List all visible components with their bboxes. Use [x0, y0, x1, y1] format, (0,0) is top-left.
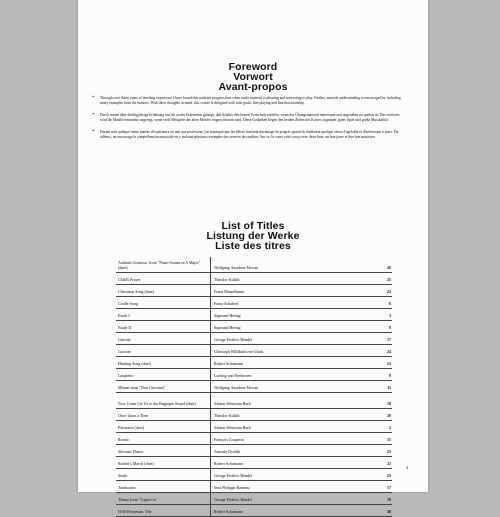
toc-column-divider — [210, 273, 211, 284]
foreword-german — [92, 113, 406, 123]
toc-row — [116, 381, 392, 393]
toc-composer: Robert Schumann — [214, 508, 243, 514]
toc-row — [116, 297, 392, 309]
toc-column-divider — [210, 469, 211, 480]
toc-composer: Antonín Dvořák — [214, 448, 241, 454]
toc-composer: Sigmund Hering — [214, 312, 241, 318]
page-number: 4 — [406, 465, 408, 470]
toc-column-divider — [210, 309, 211, 320]
toc-composer: François Couperin — [214, 436, 244, 442]
foreword-french-text: Durant mes quelque trente années d'expérience en tant que professeur, j'ai remarqué que les élèves faisaient davantage de progrès quand ils étudiaient quelque chose d'agréable et d'intéressant à jouer. Par ailleurs, on encourage la compréhension musicale en y incluant plusieurs exemples des oeuvres des maîtres. Sur ce, le cours a été conçu avec deux buts: un bon jouer et être bon musicien. — [100, 130, 399, 139]
foreword-english-text: Through over thirty years of teaching experience I have found that students progress best when study material is pleasing and interesting to play. Further, musical understanding is encouraged by including many examples from the masters. With these thoughts in mind, this course is designed with twin goals: fine playing and fine musicianship. — [100, 96, 401, 105]
toc-row — [116, 505, 392, 517]
toc-page-number: 17 — [387, 336, 391, 342]
toc-composer: Franz Mutzelbauer — [214, 288, 245, 294]
toc-title: Once Upon a Time — [118, 412, 149, 418]
toc-column-divider — [210, 297, 211, 308]
foreword-german-text: Durch meine über dreißigjährige Erfahrung bin ich zu der Erkenntnis gelangt, daß Schüler den besten Fortschritt erzielen, wenn das Übungsmaterial interessant und angenehm zu spielen ist. Des weiteren wird ihr Musikverständnis angeregt, wenn viele Beispiele der alten Meister eingeschlossen sind. Diese Gedanken liegen den beiden Zielen des Kurses zugrunde: gutes Spiel und große Musikalität. — [100, 113, 400, 122]
toc-composer: Theodor Kullak — [214, 412, 240, 418]
toc-composer: Franz Schubert — [214, 300, 239, 306]
toc-row — [116, 469, 392, 481]
toc-title: Soldier's March (duet) — [118, 460, 154, 466]
toc-title: Andante Grazioso, from "Piano Sonata in A Major" (duet) — [118, 260, 201, 270]
toc-row — [116, 257, 392, 273]
toc-page-number: 20 — [387, 412, 391, 418]
toc-page-number: 19 — [387, 496, 391, 502]
toc-composer: Theodor Kullak — [214, 276, 240, 282]
toc-title: Slavonic Dance — [118, 448, 144, 454]
toc-page-number: 9 — [389, 372, 391, 378]
foreword-english — [92, 96, 406, 106]
paragraph-marker: * — [92, 113, 95, 118]
heading-list-of-titles: List of Titles — [221, 220, 285, 232]
toc-row — [116, 481, 392, 493]
toc-row — [116, 285, 392, 297]
toc-row — [116, 421, 392, 433]
toc-row — [116, 357, 392, 369]
toc-column-divider — [210, 493, 211, 504]
toc-row — [116, 457, 392, 469]
toc-page-number: 26 — [387, 264, 391, 270]
toc-column-divider — [210, 285, 211, 296]
toc-page-number: 25 — [387, 276, 391, 282]
toc-title: Tambourin — [118, 484, 136, 490]
toc-title: Child's Prayer — [118, 276, 141, 282]
toc-composer: George Frideric Handel — [214, 336, 252, 342]
toc-title: Etude I — [118, 312, 130, 318]
foreword-paragraphs — [92, 96, 406, 147]
toc-composer: Sigmund Hering — [214, 324, 241, 330]
toc-title: Minuet from "Don Giovanni" — [118, 384, 166, 390]
toc-row — [116, 333, 392, 345]
toc-page-number: 30 — [387, 508, 391, 514]
toc-title: Study — [118, 472, 128, 478]
toc-composer: Jean Philippe Rameau — [214, 484, 250, 490]
toc-row — [116, 321, 392, 333]
toc-title: Gavotte — [118, 336, 131, 342]
toc-page-number: 12 — [387, 360, 391, 366]
toc-composer: George Frideric Handel — [214, 472, 252, 478]
toc-row — [116, 345, 392, 357]
toc-title: Now Come Let Us to the Bagpipes Sound (duet) — [118, 400, 196, 406]
toc-column-divider — [210, 321, 211, 332]
toc-composer: Robert Schumann — [214, 460, 243, 466]
toc-column-divider — [210, 381, 211, 392]
toc-column-divider — [210, 345, 211, 356]
toc-column-divider — [210, 409, 211, 420]
toc-title: Etude II — [118, 324, 131, 330]
paragraph-marker: * — [92, 96, 95, 101]
toc-title: Christmas Song (duet) — [118, 288, 154, 294]
toc-title: Larghetto — [118, 372, 134, 378]
toc-page-number: 6 — [389, 300, 391, 306]
toc-row — [116, 369, 392, 381]
toc-column-divider — [210, 421, 211, 432]
toc-page-number: 15 — [387, 436, 391, 442]
toc-title: Hunting Song (duet) — [118, 360, 151, 366]
toc-page-number: 22 — [387, 460, 391, 466]
foreword-french — [92, 130, 406, 140]
toc-row — [116, 433, 392, 445]
toc-title: Polonaise (duet) — [118, 424, 145, 430]
toc-composer: Robert Schumann — [214, 360, 243, 366]
heading-avant-propos: Avant-propos — [218, 81, 288, 93]
toc-title: Cradle Song — [118, 300, 138, 306]
toc-row — [116, 493, 392, 505]
toc-row — [116, 393, 392, 409]
heading-vorwort: Vorwort — [233, 71, 273, 83]
toc-page-number: 3 — [389, 312, 391, 318]
toc-page-number: 18 — [387, 400, 391, 406]
toc-column-divider — [210, 333, 211, 344]
toc-column-divider — [210, 457, 211, 468]
toc-composer: Wolfgang Amadeus Mozart — [214, 264, 259, 270]
paragraph-marker: * — [92, 130, 95, 135]
toc-composer: Ludwig van Beethoven — [214, 372, 252, 378]
toc-page-number: 2 — [389, 424, 391, 430]
toc-page-number: 23 — [387, 472, 391, 478]
toc-row — [116, 309, 392, 321]
foreword-headings — [78, 62, 428, 92]
document-page — [78, 0, 428, 514]
toc-column-divider — [210, 445, 211, 456]
toc-composer: George Frideric Handel — [214, 496, 252, 502]
toc-page-number: 8 — [389, 324, 391, 330]
toc-column-divider — [210, 505, 211, 516]
toc-composer: Johann Sebastian Bach — [214, 400, 251, 406]
toc-column-divider — [210, 481, 211, 492]
toc-page-number: 22 — [387, 288, 391, 294]
toc-page-number: 25 — [387, 448, 391, 454]
toc-title: Gavotte — [118, 348, 131, 354]
toc-column-divider — [210, 393, 211, 408]
heading-liste-des-titres: Liste des titres — [215, 240, 291, 252]
toc-row — [116, 409, 392, 421]
toc-column-divider — [210, 357, 211, 368]
toc-page-number: 24 — [387, 348, 391, 354]
heading-listung-der-werke: Listung der Werke — [206, 230, 300, 242]
table-of-contents — [116, 257, 392, 517]
toc-title: Theme from "Capriccio" — [118, 496, 158, 502]
toc-composer: Wolfgang Amadeus Mozart — [214, 384, 259, 390]
toc-row — [116, 273, 392, 285]
toc-column-divider — [210, 257, 211, 272]
toc-title: Rondo — [118, 436, 129, 442]
toc-column-divider — [210, 433, 211, 444]
toc-column-divider — [210, 369, 211, 380]
toc-composer: Johann Sebastian Bach — [214, 424, 251, 430]
toc-page-number: 11 — [387, 384, 391, 390]
titles-headings — [78, 221, 428, 251]
toc-composer: Christoph Willibald von Gluck — [214, 348, 264, 354]
heading-foreword: Foreword — [228, 61, 278, 73]
toc-row — [116, 445, 392, 457]
toc-title: Wild Horseman, The — [118, 508, 152, 514]
toc-page-number: 17 — [387, 484, 391, 490]
